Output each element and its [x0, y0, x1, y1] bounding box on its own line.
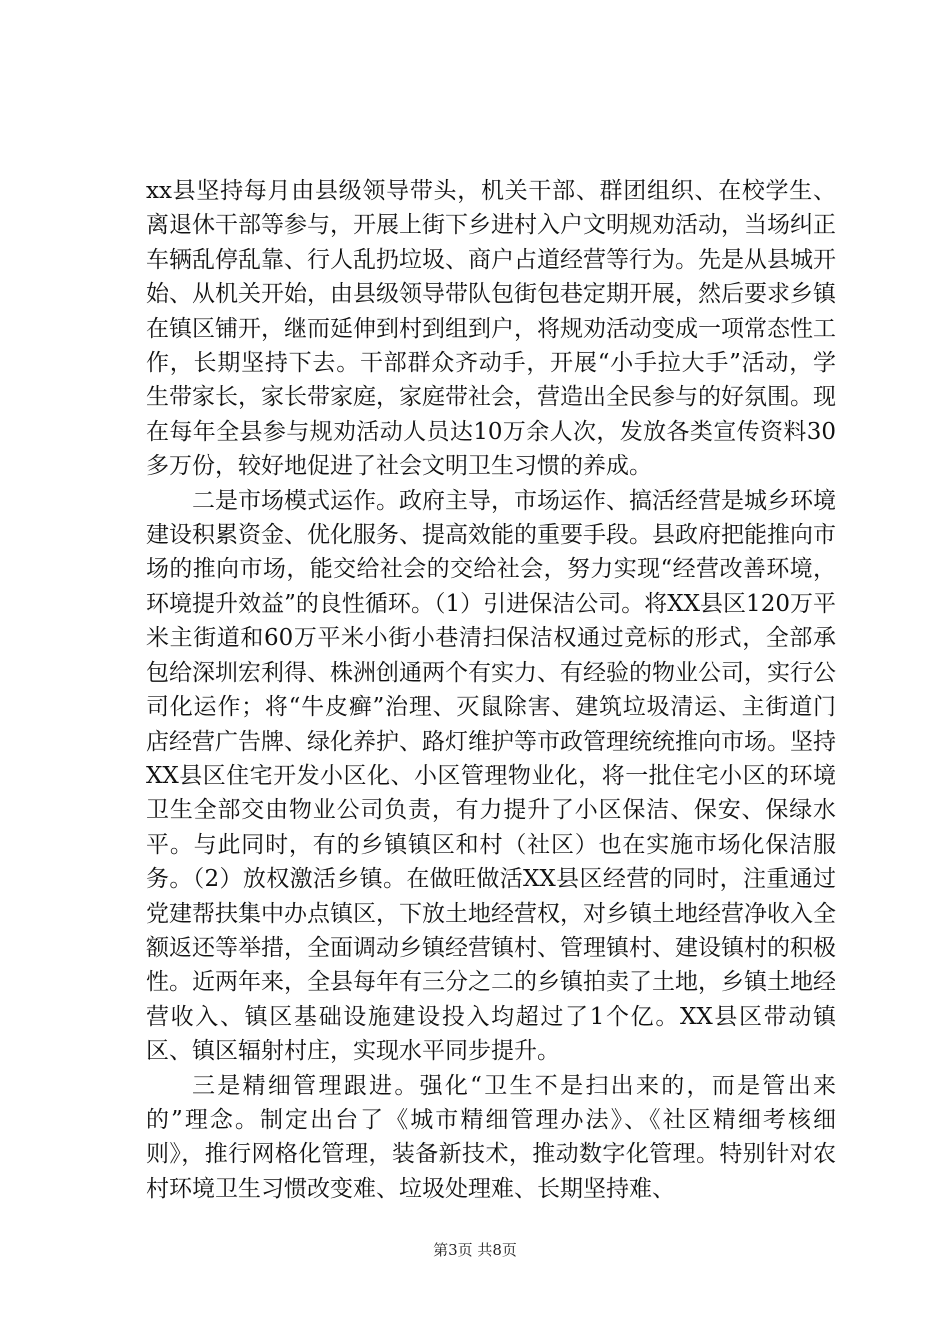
paragraph-market-operation: 二是市场模式运作。政府主导，市场运作、搞活经营是城乡环境建设积累资金、优化服务、提高效能的重要手段。县政府把能推向市场的推向市场，能交给社会的交给社会，努力实现“经营改善环境，环境提升效益”的良性循环。（1）引进保洁公司。将XX县区120万平米主街道和60万平米小街小巷清扫保洁权通过竞标的形式，全部承包给深圳宏利得、株洲创通两个有实力、有经验的物业公司，实行公司化运作；将“牛皮癣”治理、灭鼠除害、建筑垃圾清运、主街道门店经营广告牌、绿化养护、路灯维护等市政管理统统推向市场。坚持XX县区住宅开发小区化、小区管理物业化，将一批住宅小区的环境卫生全部交由物业公司负责，有力提升了小区保洁、保安、保绿水平。与此同时，有的乡镇镇区和村（社区）也在实施市场化保洁服务。（2）放权激活乡镇。在做旺做活XX县区经营的同时，注重通过党建帮扶集中办点镇区，下放土地经营权，对乡镇土地经营净收入全额返还等举措，全面调动乡镇经营镇村、管理镇村、建设镇村的积极性。近两年来，全县每年有三分之二的乡镇拍卖了土地，乡镇土地经营收入、镇区基础设施建设投入均超过了1个亿。XX县区带动镇区、镇区辐射村庄，实现水平同步提升。	[146, 487, 836, 1065]
page-number-footer: 第3页 共8页	[433, 1241, 517, 1259]
document-body	[146, 174, 836, 1206]
paragraph-fine-management: 三是精细管理跟进。强化“卫生不是扫出来的，而是管出来的”理念。制定出台了《城市精细管理办法》、《社区精细考核细则》，推行网格化管理，装备新技术，推动数字化管理。特别针对农村环境卫生习惯改变难、垃圾处理难、长期坚持难、	[146, 1072, 836, 1202]
paragraph-continuation: xx县坚持每月由县级领导带头，机关干部、群团组织、在校学生、离退休干部等参与，开展上街下乡进村入户文明规劝活动，当场纠正车辆乱停乱靠、行人乱扔垃圾、商户占道经营等行为。先是从县城开始、从机关开始，由县级领导带队包街包巷定期开展，然后要求乡镇在镇区铺开，继而延伸到村到组到户，将规劝活动变成一项常态性工作，长期坚持下去。干部群众齐动手，开展“小手拉大手”活动，学生带家长，家长带家庭，家庭带社会，营造出全民参与的好氛围。现在每年全县参与规劝活动人员达10万余人次，发放各类宣传资料30多万份，较好地促进了社会文明卫生习惯的养成。	[146, 178, 836, 480]
